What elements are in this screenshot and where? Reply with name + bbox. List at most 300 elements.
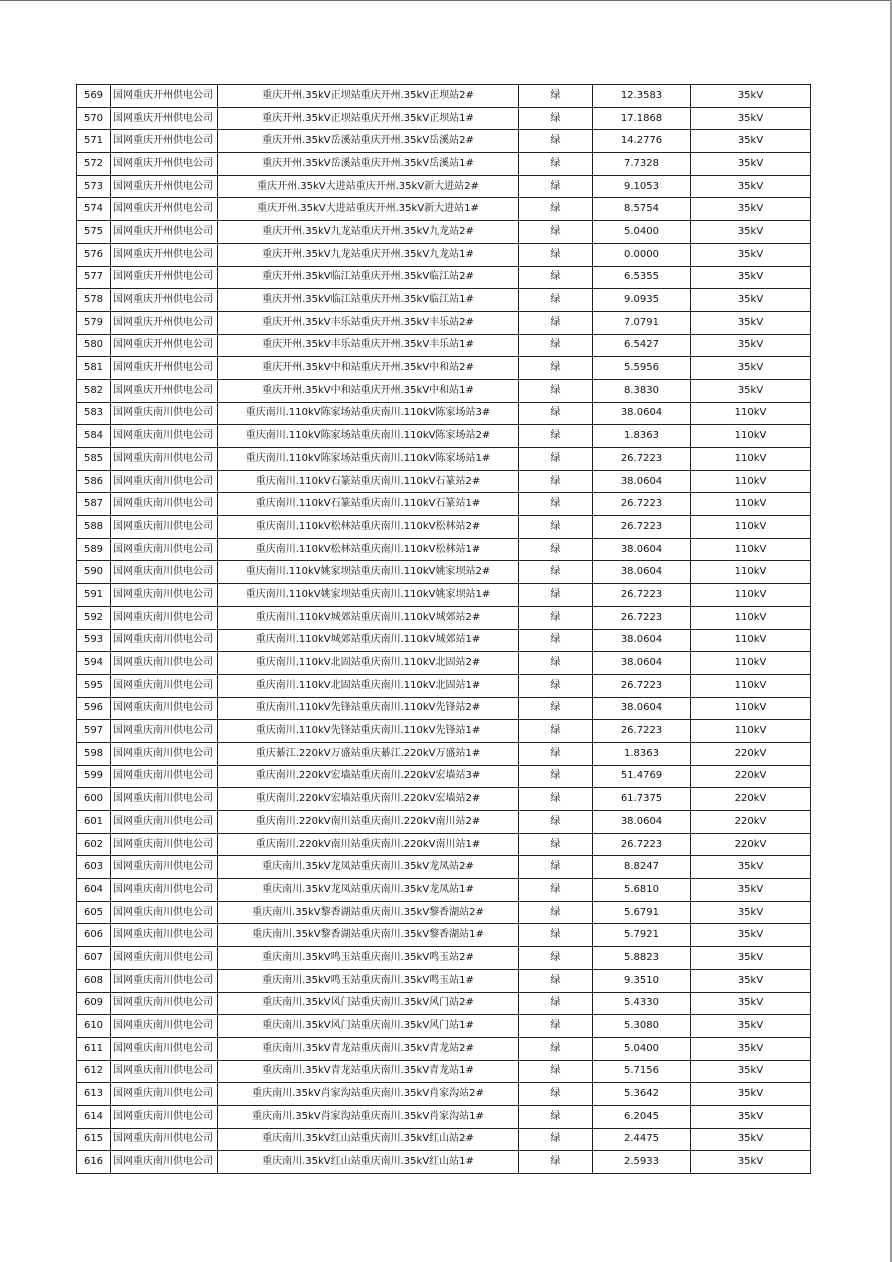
company-cell: 国网重庆南川供电公司 — [111, 969, 218, 992]
station-name-cell: 重庆开州.35kV岳溪站重庆开州.35kV岳溪站2# — [218, 130, 519, 153]
row-number-cell: 603 — [77, 856, 111, 879]
status-color-cell: 绿 — [519, 697, 593, 720]
voltage-level-cell: 110kV — [691, 720, 811, 743]
row-number-cell: 571 — [77, 130, 111, 153]
voltage-level-cell: 35kV — [691, 107, 811, 130]
status-color-cell: 绿 — [519, 629, 593, 652]
company-cell: 国网重庆开州供电公司 — [111, 107, 218, 130]
status-color-cell: 绿 — [519, 243, 593, 266]
table-row — [77, 1105, 811, 1128]
station-name-cell: 重庆南川.110kV石篆站重庆南川.110kV石篆站1# — [218, 493, 519, 516]
table-row — [77, 221, 811, 244]
table-row — [77, 153, 811, 176]
status-color-cell: 绿 — [519, 425, 593, 448]
value-cell: 1.8363 — [593, 742, 691, 765]
row-number-cell: 588 — [77, 516, 111, 539]
voltage-level-cell: 35kV — [691, 856, 811, 879]
value-cell: 14.2776 — [593, 130, 691, 153]
value-cell: 5.6791 — [593, 901, 691, 924]
status-color-cell: 绿 — [519, 334, 593, 357]
station-name-cell: 重庆开州.35kV临江站重庆开州.35kV临江站1# — [218, 289, 519, 312]
value-cell: 26.7223 — [593, 606, 691, 629]
status-color-cell: 绿 — [519, 153, 593, 176]
voltage-level-cell: 35kV — [691, 85, 811, 108]
status-color-cell: 绿 — [519, 1151, 593, 1174]
station-name-cell: 重庆南川.110kV城郊站重庆南川.110kV城郊站2# — [218, 606, 519, 629]
table-row — [77, 969, 811, 992]
row-number-cell: 579 — [77, 311, 111, 334]
company-cell: 国网重庆开州供电公司 — [111, 243, 218, 266]
value-cell: 9.3510 — [593, 969, 691, 992]
station-name-cell: 重庆开州.35kV丰乐站重庆开州.35kV丰乐站1# — [218, 334, 519, 357]
table-row — [77, 833, 811, 856]
status-color-cell: 绿 — [519, 561, 593, 584]
value-cell: 61.7375 — [593, 788, 691, 811]
value-cell: 6.5427 — [593, 334, 691, 357]
station-name-cell: 重庆开州.35kV大进站重庆开州.35kV新大进站2# — [218, 175, 519, 198]
status-color-cell: 绿 — [519, 311, 593, 334]
row-number-cell: 604 — [77, 879, 111, 902]
station-name-cell: 重庆开州.35kV大进站重庆开州.35kV新大进站1# — [218, 198, 519, 221]
voltage-level-cell: 110kV — [691, 629, 811, 652]
company-cell: 国网重庆开州供电公司 — [111, 289, 218, 312]
value-cell: 8.5754 — [593, 198, 691, 221]
substation-data-table — [76, 84, 811, 1174]
value-cell: 5.7921 — [593, 924, 691, 947]
table-row — [77, 1128, 811, 1151]
table-row — [77, 379, 811, 402]
station-name-cell: 重庆开州.35kV临江站重庆开州.35kV临江站2# — [218, 266, 519, 289]
row-number-cell: 606 — [77, 924, 111, 947]
company-cell: 国网重庆开州供电公司 — [111, 175, 218, 198]
status-color-cell: 绿 — [519, 856, 593, 879]
table-row — [77, 697, 811, 720]
value-cell: 5.5956 — [593, 357, 691, 380]
voltage-level-cell: 35kV — [691, 130, 811, 153]
station-name-cell: 重庆南川.35kV风门站重庆南川.35kV风门站1# — [218, 1015, 519, 1038]
company-cell: 国网重庆南川供电公司 — [111, 674, 218, 697]
status-color-cell: 绿 — [519, 538, 593, 561]
status-color-cell: 绿 — [519, 924, 593, 947]
station-name-cell: 重庆开州.35kV中和站重庆开州.35kV中和站1# — [218, 379, 519, 402]
voltage-level-cell: 35kV — [691, 901, 811, 924]
company-cell: 国网重庆南川供电公司 — [111, 720, 218, 743]
table-row — [77, 493, 811, 516]
voltage-level-cell: 35kV — [691, 221, 811, 244]
row-number-cell: 600 — [77, 788, 111, 811]
row-number-cell: 598 — [77, 742, 111, 765]
station-name-cell: 重庆南川.35kV青龙站重庆南川.35kV青龙站2# — [218, 1037, 519, 1060]
table-row — [77, 107, 811, 130]
company-cell: 国网重庆开州供电公司 — [111, 153, 218, 176]
company-cell: 国网重庆南川供电公司 — [111, 606, 218, 629]
voltage-level-cell: 110kV — [691, 470, 811, 493]
table-row — [77, 130, 811, 153]
voltage-level-cell: 35kV — [691, 289, 811, 312]
row-number-cell: 589 — [77, 538, 111, 561]
voltage-level-cell: 110kV — [691, 538, 811, 561]
company-cell: 国网重庆南川供电公司 — [111, 765, 218, 788]
row-number-cell: 610 — [77, 1015, 111, 1038]
page-top-border — [0, 0, 892, 1]
company-cell: 国网重庆开州供电公司 — [111, 266, 218, 289]
row-number-cell: 602 — [77, 833, 111, 856]
station-name-cell: 重庆綦江.220kV万盛站重庆綦江.220kV万盛站1# — [218, 742, 519, 765]
status-color-cell: 绿 — [519, 674, 593, 697]
status-color-cell: 绿 — [519, 107, 593, 130]
voltage-level-cell: 220kV — [691, 788, 811, 811]
table-row — [77, 584, 811, 607]
station-name-cell: 重庆南川.110kV石篆站重庆南川.110kV石篆站2# — [218, 470, 519, 493]
row-number-cell: 585 — [77, 448, 111, 471]
status-color-cell: 绿 — [519, 947, 593, 970]
voltage-level-cell: 110kV — [691, 493, 811, 516]
status-color-cell: 绿 — [519, 765, 593, 788]
voltage-level-cell: 35kV — [691, 1083, 811, 1106]
voltage-level-cell: 110kV — [691, 516, 811, 539]
company-cell: 国网重庆南川供电公司 — [111, 811, 218, 834]
company-cell: 国网重庆南川供电公司 — [111, 788, 218, 811]
status-color-cell: 绿 — [519, 85, 593, 108]
company-cell: 国网重庆南川供电公司 — [111, 833, 218, 856]
table-row — [77, 606, 811, 629]
table-row — [77, 289, 811, 312]
value-cell: 5.0400 — [593, 221, 691, 244]
value-cell: 26.7223 — [593, 584, 691, 607]
station-name-cell: 重庆南川.220kV南川站重庆南川.220kV南川站1# — [218, 833, 519, 856]
station-name-cell: 重庆开州.35kV九龙站重庆开州.35kV九龙站2# — [218, 221, 519, 244]
status-color-cell: 绿 — [519, 221, 593, 244]
table-row — [77, 652, 811, 675]
table-row — [77, 538, 811, 561]
company-cell: 国网重庆开州供电公司 — [111, 221, 218, 244]
station-name-cell: 重庆南川.35kV黎香湖站重庆南川.35kV黎香湖站1# — [218, 924, 519, 947]
station-name-cell: 重庆南川.35kV龙凤站重庆南川.35kV龙凤站2# — [218, 856, 519, 879]
company-cell: 国网重庆南川供电公司 — [111, 652, 218, 675]
voltage-level-cell: 35kV — [691, 1128, 811, 1151]
voltage-level-cell: 35kV — [691, 969, 811, 992]
status-color-cell: 绿 — [519, 516, 593, 539]
row-number-cell: 581 — [77, 357, 111, 380]
company-cell: 国网重庆南川供电公司 — [111, 538, 218, 561]
voltage-level-cell: 35kV — [691, 1037, 811, 1060]
status-color-cell: 绿 — [519, 1060, 593, 1083]
station-name-cell: 重庆南川.35kV肖家沟站重庆南川.35kV肖家沟站2# — [218, 1083, 519, 1106]
value-cell: 26.7223 — [593, 674, 691, 697]
value-cell: 26.7223 — [593, 493, 691, 516]
status-color-cell: 绿 — [519, 652, 593, 675]
voltage-level-cell: 35kV — [691, 175, 811, 198]
station-name-cell: 重庆南川.110kV陈家场站重庆南川.110kV陈家场站2# — [218, 425, 519, 448]
row-number-cell: 586 — [77, 470, 111, 493]
status-color-cell: 绿 — [519, 879, 593, 902]
row-number-cell: 599 — [77, 765, 111, 788]
voltage-level-cell: 35kV — [691, 924, 811, 947]
station-name-cell: 重庆南川.110kV姚家坝站重庆南川.110kV姚家坝站1# — [218, 584, 519, 607]
voltage-level-cell: 35kV — [691, 311, 811, 334]
station-name-cell: 重庆南川.35kV风门站重庆南川.35kV风门站2# — [218, 992, 519, 1015]
table-row — [77, 674, 811, 697]
company-cell: 国网重庆开州供电公司 — [111, 379, 218, 402]
company-cell: 国网重庆南川供电公司 — [111, 1128, 218, 1151]
station-name-cell: 重庆南川.110kV姚家坝站重庆南川.110kV姚家坝站2# — [218, 561, 519, 584]
company-cell: 国网重庆南川供电公司 — [111, 561, 218, 584]
voltage-level-cell: 35kV — [691, 357, 811, 380]
row-number-cell: 613 — [77, 1083, 111, 1106]
value-cell: 38.0604 — [593, 538, 691, 561]
row-number-cell: 577 — [77, 266, 111, 289]
row-number-cell: 583 — [77, 402, 111, 425]
voltage-level-cell: 35kV — [691, 947, 811, 970]
station-name-cell: 重庆南川.35kV鸣玉站重庆南川.35kV鸣玉站1# — [218, 969, 519, 992]
station-name-cell: 重庆南川.110kV北固站重庆南川.110kV北固站2# — [218, 652, 519, 675]
status-color-cell: 绿 — [519, 992, 593, 1015]
table-row — [77, 357, 811, 380]
row-number-cell: 607 — [77, 947, 111, 970]
company-cell: 国网重庆南川供电公司 — [111, 402, 218, 425]
station-name-cell: 重庆南川.35kV红山站重庆南川.35kV红山站2# — [218, 1128, 519, 1151]
value-cell: 5.7156 — [593, 1060, 691, 1083]
table-row — [77, 1060, 811, 1083]
row-number-cell: 574 — [77, 198, 111, 221]
table-row — [77, 561, 811, 584]
voltage-level-cell: 110kV — [691, 584, 811, 607]
voltage-level-cell: 35kV — [691, 1105, 811, 1128]
row-number-cell: 569 — [77, 85, 111, 108]
station-name-cell: 重庆开州.35kV丰乐站重庆开州.35kV丰乐站2# — [218, 311, 519, 334]
value-cell: 38.0604 — [593, 402, 691, 425]
voltage-level-cell: 220kV — [691, 765, 811, 788]
station-name-cell: 重庆开州.35kV正坝站重庆开州.35kV正坝站1# — [218, 107, 519, 130]
station-name-cell: 重庆南川.110kV先锋站重庆南川.110kV先锋站1# — [218, 720, 519, 743]
value-cell: 38.0604 — [593, 652, 691, 675]
row-number-cell: 576 — [77, 243, 111, 266]
company-cell: 国网重庆南川供电公司 — [111, 1083, 218, 1106]
table-row — [77, 765, 811, 788]
station-name-cell: 重庆南川.110kV陈家场站重庆南川.110kV陈家场站1# — [218, 448, 519, 471]
status-color-cell: 绿 — [519, 606, 593, 629]
row-number-cell: 592 — [77, 606, 111, 629]
value-cell: 5.6810 — [593, 879, 691, 902]
row-number-cell: 575 — [77, 221, 111, 244]
station-name-cell: 重庆南川.35kV青龙站重庆南川.35kV青龙站1# — [218, 1060, 519, 1083]
value-cell: 7.0791 — [593, 311, 691, 334]
company-cell: 国网重庆南川供电公司 — [111, 448, 218, 471]
table-row — [77, 947, 811, 970]
table-row — [77, 788, 811, 811]
value-cell: 5.0400 — [593, 1037, 691, 1060]
voltage-level-cell: 35kV — [691, 879, 811, 902]
table-row — [77, 856, 811, 879]
status-color-cell: 绿 — [519, 357, 593, 380]
value-cell: 38.0604 — [593, 561, 691, 584]
station-name-cell: 重庆南川.110kV松林站重庆南川.110kV松林站2# — [218, 516, 519, 539]
company-cell: 国网重庆南川供电公司 — [111, 584, 218, 607]
table-row — [77, 266, 811, 289]
status-color-cell: 绿 — [519, 1015, 593, 1038]
voltage-level-cell: 35kV — [691, 334, 811, 357]
station-name-cell: 重庆南川.220kV宏墙站重庆南川.220kV宏墙站2# — [218, 788, 519, 811]
station-name-cell: 重庆南川.110kV陈家场站重庆南川.110kV陈家场站3# — [218, 402, 519, 425]
company-cell: 国网重庆南川供电公司 — [111, 742, 218, 765]
voltage-level-cell: 35kV — [691, 1151, 811, 1174]
status-color-cell: 绿 — [519, 470, 593, 493]
voltage-level-cell: 35kV — [691, 379, 811, 402]
value-cell: 51.4769 — [593, 765, 691, 788]
status-color-cell: 绿 — [519, 720, 593, 743]
value-cell: 5.4330 — [593, 992, 691, 1015]
value-cell: 5.3642 — [593, 1083, 691, 1106]
status-color-cell: 绿 — [519, 130, 593, 153]
company-cell: 国网重庆开州供电公司 — [111, 198, 218, 221]
status-color-cell: 绿 — [519, 584, 593, 607]
value-cell: 6.5355 — [593, 266, 691, 289]
status-color-cell: 绿 — [519, 788, 593, 811]
company-cell: 国网重庆南川供电公司 — [111, 493, 218, 516]
row-number-cell: 584 — [77, 425, 111, 448]
row-number-cell: 614 — [77, 1105, 111, 1128]
status-color-cell: 绿 — [519, 1105, 593, 1128]
value-cell: 26.7223 — [593, 720, 691, 743]
row-number-cell: 596 — [77, 697, 111, 720]
status-color-cell: 绿 — [519, 742, 593, 765]
table-row — [77, 402, 811, 425]
table-body — [77, 85, 811, 1174]
table-row — [77, 243, 811, 266]
station-name-cell: 重庆开州.35kV九龙站重庆开州.35kV九龙站1# — [218, 243, 519, 266]
voltage-level-cell: 220kV — [691, 833, 811, 856]
status-color-cell: 绿 — [519, 198, 593, 221]
company-cell: 国网重庆开州供电公司 — [111, 311, 218, 334]
row-number-cell: 609 — [77, 992, 111, 1015]
table-row — [77, 879, 811, 902]
row-number-cell: 608 — [77, 969, 111, 992]
voltage-level-cell: 110kV — [691, 425, 811, 448]
company-cell: 国网重庆南川供电公司 — [111, 947, 218, 970]
table-row — [77, 85, 811, 108]
station-name-cell: 重庆南川.35kV龙凤站重庆南川.35kV龙凤站1# — [218, 879, 519, 902]
voltage-level-cell: 35kV — [691, 1015, 811, 1038]
voltage-level-cell: 110kV — [691, 674, 811, 697]
status-color-cell: 绿 — [519, 493, 593, 516]
row-number-cell: 587 — [77, 493, 111, 516]
value-cell: 5.8823 — [593, 947, 691, 970]
value-cell: 9.1053 — [593, 175, 691, 198]
value-cell: 6.2045 — [593, 1105, 691, 1128]
table-row — [77, 1151, 811, 1174]
row-number-cell: 593 — [77, 629, 111, 652]
status-color-cell: 绿 — [519, 1128, 593, 1151]
voltage-level-cell: 35kV — [691, 243, 811, 266]
station-name-cell: 重庆开州.35kV中和站重庆开州.35kV中和站2# — [218, 357, 519, 380]
company-cell: 国网重庆南川供电公司 — [111, 470, 218, 493]
value-cell: 12.3583 — [593, 85, 691, 108]
row-number-cell: 591 — [77, 584, 111, 607]
row-number-cell: 572 — [77, 153, 111, 176]
station-name-cell: 重庆南川.220kV宏墙站重庆南川.220kV宏墙站3# — [218, 765, 519, 788]
table-row — [77, 992, 811, 1015]
table-row — [77, 425, 811, 448]
company-cell: 国网重庆南川供电公司 — [111, 1105, 218, 1128]
value-cell: 2.5933 — [593, 1151, 691, 1174]
status-color-cell: 绿 — [519, 379, 593, 402]
station-name-cell: 重庆开州.35kV正坝站重庆开州.35kV正坝站2# — [218, 85, 519, 108]
company-cell: 国网重庆南川供电公司 — [111, 992, 218, 1015]
value-cell: 38.0604 — [593, 811, 691, 834]
row-number-cell: 594 — [77, 652, 111, 675]
company-cell: 国网重庆南川供电公司 — [111, 901, 218, 924]
voltage-level-cell: 35kV — [691, 1060, 811, 1083]
row-number-cell: 601 — [77, 811, 111, 834]
value-cell: 26.7223 — [593, 833, 691, 856]
station-name-cell: 重庆南川.35kV肖家沟站重庆南川.35kV肖家沟站1# — [218, 1105, 519, 1128]
station-name-cell: 重庆南川.35kV红山站重庆南川.35kV红山站1# — [218, 1151, 519, 1174]
station-name-cell: 重庆南川.110kV北固站重庆南川.110kV北固站1# — [218, 674, 519, 697]
status-color-cell: 绿 — [519, 175, 593, 198]
table-row — [77, 448, 811, 471]
station-name-cell: 重庆南川.110kV城郊站重庆南川.110kV城郊站1# — [218, 629, 519, 652]
station-name-cell: 重庆南川.220kV南川站重庆南川.220kV南川站2# — [218, 811, 519, 834]
status-color-cell: 绿 — [519, 1083, 593, 1106]
station-name-cell: 重庆南川.110kV松林站重庆南川.110kV松林站1# — [218, 538, 519, 561]
value-cell: 5.3080 — [593, 1015, 691, 1038]
value-cell: 0.0000 — [593, 243, 691, 266]
row-number-cell: 582 — [77, 379, 111, 402]
status-color-cell: 绿 — [519, 901, 593, 924]
voltage-level-cell: 35kV — [691, 198, 811, 221]
status-color-cell: 绿 — [519, 266, 593, 289]
company-cell: 国网重庆南川供电公司 — [111, 1151, 218, 1174]
row-number-cell: 595 — [77, 674, 111, 697]
value-cell: 26.7223 — [593, 448, 691, 471]
row-number-cell: 605 — [77, 901, 111, 924]
table-row — [77, 1083, 811, 1106]
table-row — [77, 742, 811, 765]
status-color-cell: 绿 — [519, 833, 593, 856]
value-cell: 26.7223 — [593, 516, 691, 539]
table-row — [77, 901, 811, 924]
table-row — [77, 629, 811, 652]
row-number-cell: 570 — [77, 107, 111, 130]
company-cell: 国网重庆开州供电公司 — [111, 334, 218, 357]
row-number-cell: 612 — [77, 1060, 111, 1083]
voltage-level-cell: 110kV — [691, 448, 811, 471]
table-row — [77, 334, 811, 357]
company-cell: 国网重庆南川供电公司 — [111, 924, 218, 947]
status-color-cell: 绿 — [519, 969, 593, 992]
company-cell: 国网重庆南川供电公司 — [111, 1060, 218, 1083]
company-cell: 国网重庆开州供电公司 — [111, 85, 218, 108]
station-name-cell: 重庆南川.110kV先锋站重庆南川.110kV先锋站2# — [218, 697, 519, 720]
company-cell: 国网重庆南川供电公司 — [111, 629, 218, 652]
station-name-cell: 重庆南川.35kV鸣玉站重庆南川.35kV鸣玉站2# — [218, 947, 519, 970]
row-number-cell: 615 — [77, 1128, 111, 1151]
row-number-cell: 578 — [77, 289, 111, 312]
value-cell: 8.3830 — [593, 379, 691, 402]
company-cell: 国网重庆南川供电公司 — [111, 516, 218, 539]
table-row — [77, 1015, 811, 1038]
value-cell: 1.8363 — [593, 425, 691, 448]
company-cell: 国网重庆南川供电公司 — [111, 697, 218, 720]
value-cell: 38.0604 — [593, 697, 691, 720]
row-number-cell: 573 — [77, 175, 111, 198]
table-row — [77, 811, 811, 834]
company-cell: 国网重庆南川供电公司 — [111, 879, 218, 902]
row-number-cell: 611 — [77, 1037, 111, 1060]
value-cell: 9.0935 — [593, 289, 691, 312]
voltage-level-cell: 110kV — [691, 652, 811, 675]
row-number-cell: 616 — [77, 1151, 111, 1174]
